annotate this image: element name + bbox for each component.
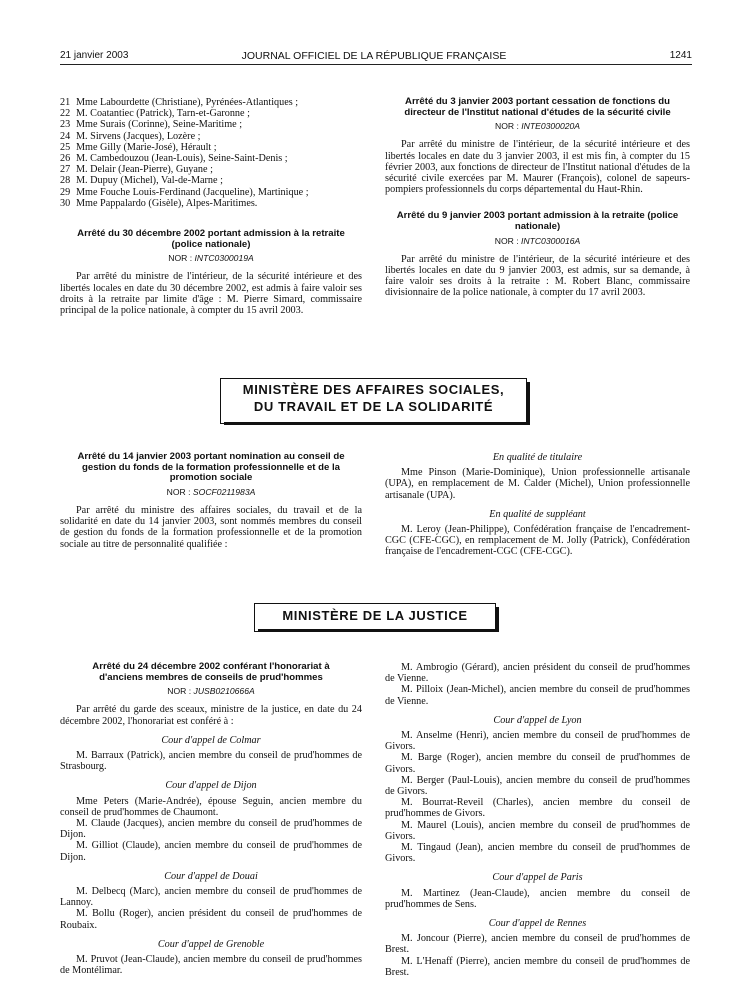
- honorariat-entry: M. Delbecq (Marc), ancien membre du conseil de prud'hommes de Lannoy.: [60, 886, 362, 909]
- appointment-text: Mme Pinson (Marie-Dominique), Union professionnelle artisanale (UPA), en remplacement de M. Calder (Michel), Union professionnelle artisanale (UPA).: [385, 467, 690, 501]
- header-page-number: 1241: [669, 50, 692, 61]
- justice-left-column: [60, 662, 362, 976]
- honorariat-entry: M. Joncour (Pierre), ancien membre du conseil de prud'hommes de Brest.: [385, 933, 690, 956]
- justice-right-column: [385, 662, 690, 978]
- nor-reference: NOR : INTC0300016A: [494, 235, 581, 246]
- honorariat-entry: M. Pilloix (Jean-Michel), ancien membre du conseil de prud'hommes de Vienne.: [385, 684, 690, 707]
- qualite-subheading: En qualité de suppléant: [489, 508, 586, 520]
- nor-reference: NOR : INTE0300020A: [494, 121, 581, 132]
- court-subheading: Cour d'appel de Paris: [492, 872, 583, 884]
- list-item: 30 Mme Pappalardo (Gisèle), Alpes-Maritimes.: [60, 197, 258, 209]
- honorariat-entry: M. L'Henaff (Pierre), ancien membre du conseil de prud'hommes de Brest.: [385, 955, 690, 978]
- list-item: 22 M. Coatantiec (Patrick), Tarn-et-Garonne ;: [60, 108, 250, 120]
- header-date: 21 janvier 2003: [60, 50, 129, 61]
- ministry-heading: MINISTÈRE DES AFFAIRES SOCIALES, DU TRAVAIL ET DE LA SOLIDARITÉ: [220, 378, 527, 424]
- honorariat-entry: M. Maurel (Louis), ancien membre du conseil de prud'hommes de Givors.: [385, 819, 690, 842]
- list-item: 29 Mme Fouche Louis-Ferdinand (Jacqueline), Martinique ;: [60, 186, 309, 198]
- arrete-title: Arrêté du 3 janvier 2003 portant cessation de fonctions du directeur de l'Institut national d'études de la sécurité civile: [404, 96, 671, 118]
- honorariat-entry: M. Tingaud (Jean), ancien membre du conseil de prud'hommes de Givors.: [385, 842, 690, 865]
- arrete-title: Arrêté du 9 janvier 2003 portant admission à la retraite (police nationale): [396, 210, 679, 232]
- honorariat-entry: M. Bollu (Roger), ancien président du conseil de prud'hommes de Roubaix.: [60, 908, 362, 931]
- court-subheading: Cour d'appel de Grenoble: [157, 938, 265, 950]
- court-subheading: Cour d'appel de Rennes: [488, 918, 587, 930]
- honorariat-entry: M. Pruvot (Jean-Claude), ancien membre du conseil de prud'hommes de Montélimar.: [60, 954, 362, 977]
- qualite-subheading: En qualité de titulaire: [492, 452, 583, 463]
- honorariat-entry: M. Claude (Jacques), ancien membre du conseil de prud'hommes de Dijon.: [60, 818, 362, 841]
- court-list: [60, 735, 362, 977]
- appointment-list: [60, 97, 362, 209]
- honorariat-entry: M. Anselme (Henri), ancien membre du conseil de prud'hommes de Givors.: [385, 730, 690, 753]
- list-item: 28 M. Dupuy (Michel), Val-de-Marne ;: [60, 175, 223, 187]
- list-item: 27 M. Delair (Jean-Pierre), Guyane ;: [60, 164, 213, 176]
- court-list: [385, 715, 690, 978]
- arrete-text: Par arrêté du ministre de l'intérieur, de la sécurité intérieure et des libertés locales en date du 9 janvier 2003, est admis, sur sa demande, à faire valoir ses droits à la retraite : M. Robert Blanc, commissaire divisionnaire de la police nationale, à compter du 17 avril 2003.: [385, 253, 690, 299]
- nor-reference: NOR : JUSB0210666A: [167, 686, 255, 697]
- list-item: 23 Mme Surais (Corinne), Seine-Maritime ;: [60, 119, 243, 131]
- arrete-text: Par arrêté du ministre de l'intérieur, de la sécurité intérieure et des libertés locales en date du 30 décembre 2002, est admis à faire valoir ses droits à la retraite par limite d'âge : M. Pierre Simard, commissaire principal de la police nationale, à compter du 15 avril 2003.: [60, 271, 362, 317]
- court-subheading: Cour d'appel de Colmar: [161, 734, 261, 746]
- honorariat-entry: M. Bourrat-Reveil (Charles), ancien membre du conseil de prud'hommes de Givors.: [385, 797, 690, 820]
- honorariat-entry: Mme Peters (Marie-Andrée), épouse Seguin, ancien membre du conseil de prud'hommes de Chaumont.: [60, 795, 362, 818]
- list-item: 25 Mme Gilly (Marie-José), Hérault ;: [60, 141, 217, 153]
- social-right-column: [385, 446, 690, 558]
- court-subheading: Cour d'appel de Lyon: [493, 714, 582, 726]
- arrete-text: Par arrêté du ministre de l'intérieur, de la sécurité intérieure et des libertés locales en date du 3 janvier 2003, il est mis fin, à compter du 15 février 2003, aux fonctions de directeur de l'Institut national d'études de la sécurité civile exercées par M. Maurer (François), colonel de sapeurs-pompiers professionnels du corps départemental du Haut-Rhin.: [385, 139, 690, 196]
- list-item: 26 M. Cambedouzou (Jean-Louis), Seine-Saint-Denis ;: [60, 153, 288, 165]
- arrete-text: Par arrêté du garde des sceaux, ministre de la justice, en date du 24 décembre 2002, l'honorariat est conféré à :: [60, 704, 362, 727]
- list-item: 24 M. Sirvens (Jacques), Lozère ;: [60, 130, 201, 142]
- arrete-title: Arrêté du 30 décembre 2002 portant admission à la retraite (police nationale): [77, 228, 345, 250]
- nor-reference: NOR : INTC0300019A: [168, 253, 254, 264]
- honorariat-entry: M. Berger (Paul-Louis), ancien membre du conseil de prud'hommes de Givors.: [385, 774, 690, 798]
- list-item: 21 Mme Labourdette (Christiane), Pyrénées-Atlantiques ;: [60, 97, 299, 108]
- header-rule: [60, 64, 692, 65]
- nor-reference: NOR : SOCF0211983A: [166, 486, 256, 497]
- honorariat-entry: M. Martinez (Jean-Claude), ancien membre du conseil de prud'hommes de Sens.: [385, 887, 690, 910]
- court-subheading: Cour d'appel de Douai: [164, 870, 258, 882]
- honorariat-entry: M. Ambrogio (Gérard), ancien président du conseil de prud'hommes de Vienne.: [385, 662, 690, 685]
- honorariat-entry: M. Gilliot (Claude), ancien membre du conseil de prud'hommes de Dijon.: [60, 840, 362, 863]
- appointment-text: M. Leroy (Jean-Philippe), Confédération française de l'encadrement-CGC (CFE-CGC), en remplacement de M. Jolly (Patrick), Confédération française de l'encadrement-CGC (CFE-CGC).: [385, 524, 690, 558]
- court-subheading: Cour d'appel de Dijon: [165, 780, 257, 792]
- header-journal-title: JOURNAL OFFICIEL DE LA RÉPUBLIQUE FRANÇAISE: [241, 50, 507, 62]
- court-list: [385, 662, 690, 707]
- arrete-title: Arrêté du 24 décembre 2002 conférant l'honorariat à d'anciens membres de conseils de prud'hommes: [92, 661, 330, 683]
- social-left-column: [60, 452, 362, 550]
- honorariat-entry: M. Barge (Roger), ancien membre du conseil de prud'hommes de Givors.: [385, 752, 690, 775]
- arrete-title: Arrêté du 14 janvier 2003 portant nomination au conseil de gestion du fonds de la formation professionnelle et de la promotion sociale: [77, 451, 345, 484]
- top-right-column: [385, 97, 690, 299]
- ministry-heading: MINISTÈRE DE LA JUSTICE: [254, 603, 496, 632]
- arrete-text: Par arrêté du ministre des affaires sociales, du travail et de la solidarité en date du 14 janvier 2003, sont nommés membres du conseil de gestion du fonds de la formation professionnelle et de la promotion sociale au titre de personnalité qualifiée :: [60, 504, 362, 550]
- honorariat-entry: M. Barraux (Patrick), ancien membre du conseil de prud'hommes de Strasbourg.: [60, 750, 362, 773]
- top-left-column: [60, 97, 362, 316]
